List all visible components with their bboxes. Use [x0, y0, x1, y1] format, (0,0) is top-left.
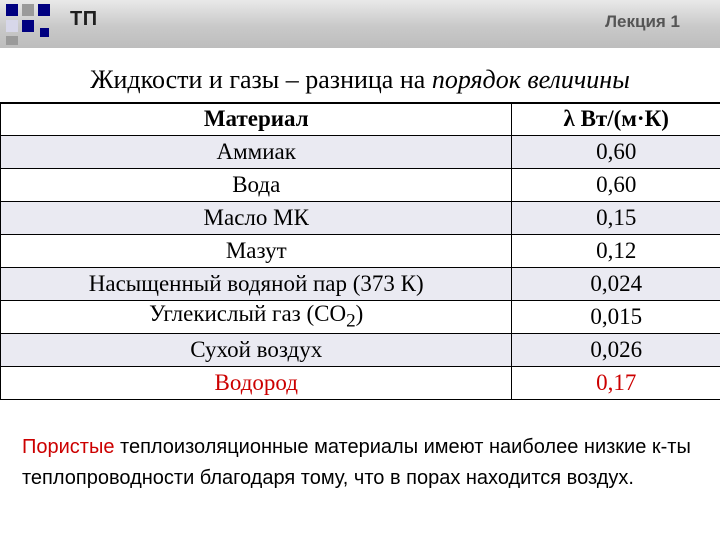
table-row	[1, 268, 720, 301]
material-cell: Аммиак	[1, 136, 512, 169]
note-accent-word: Пористые	[22, 436, 115, 458]
value-cell: 0,015	[512, 301, 720, 334]
corner-squares-decoration	[0, 0, 70, 48]
column-header-conductivity: λ Вт/(м·К)	[512, 103, 720, 136]
footnote-text	[22, 432, 702, 494]
material-cell: Масло МК	[1, 202, 512, 235]
slide-header	[0, 0, 720, 48]
table-row	[1, 235, 720, 268]
table-row-highlight	[1, 367, 720, 400]
title-italic: порядок величины	[431, 65, 630, 94]
value-cell: 0,024	[512, 268, 720, 301]
table-row	[1, 202, 720, 235]
table-row	[1, 136, 720, 169]
material-cell: Вода	[1, 169, 512, 202]
column-header-material: Материал	[1, 103, 512, 136]
value-cell: 0,60	[512, 136, 720, 169]
conductivity-table	[0, 103, 720, 400]
material-subscript: 2	[346, 310, 356, 332]
material-cell: Насыщенный водяной пар (373 К)	[1, 268, 512, 301]
table-row	[1, 301, 720, 334]
slide-title	[0, 65, 720, 95]
value-cell: 0,026	[512, 334, 720, 367]
material-prefix: Углекислый газ (СО	[149, 301, 347, 327]
value-cell: 0,17	[512, 367, 720, 400]
table-header-row	[1, 103, 720, 136]
course-tag: ТП	[70, 8, 98, 30]
title-plain: Жидкости и газы – разница на	[90, 65, 432, 94]
material-cell: Сухой воздух	[1, 334, 512, 367]
note-body: теплоизоляционные материалы имеют наиболее низкие к-ты теплопроводности благодаря тому, что в порах находится воздух.	[22, 436, 691, 489]
material-cell: Водород	[1, 367, 512, 400]
material-cell	[1, 301, 512, 334]
table-row	[1, 334, 720, 367]
value-cell: 0,12	[512, 235, 720, 268]
material-cell: Мазут	[1, 235, 512, 268]
value-cell: 0,60	[512, 169, 720, 202]
table-row	[1, 169, 720, 202]
material-suffix: )	[355, 301, 364, 327]
value-cell: 0,15	[512, 202, 720, 235]
lecture-label: Лекция 1	[605, 12, 680, 31]
